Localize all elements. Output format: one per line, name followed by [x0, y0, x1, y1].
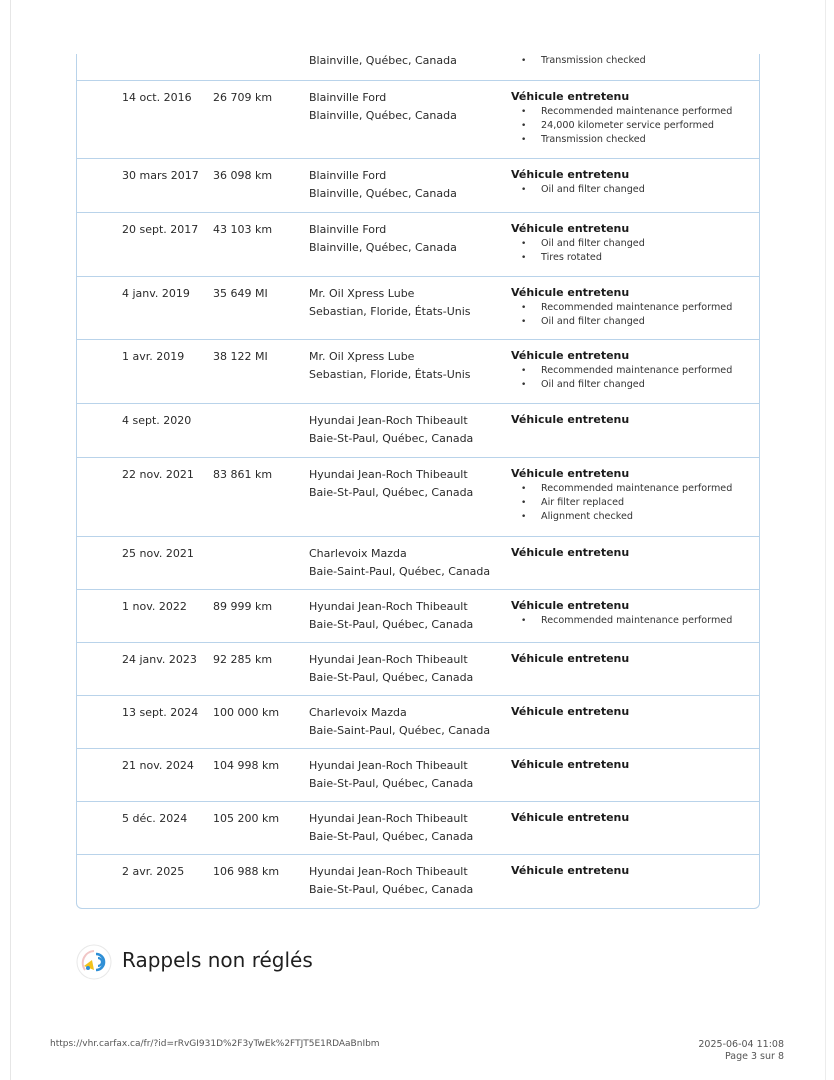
service-location	[309, 757, 499, 792]
service-item: • Oil and filter changed	[511, 183, 751, 197]
location-line: Mr. Oil Xpress Lube	[309, 287, 415, 300]
service-location	[309, 598, 499, 633]
service-title: Véhicule entretenu	[511, 705, 630, 718]
service-item-list	[511, 364, 751, 392]
location-line: Sebastian, Floride, États-Unis	[309, 304, 471, 318]
location-line: Hyundai Jean-Roch Thibeault	[309, 759, 468, 772]
service-title: Véhicule entretenu	[511, 222, 630, 235]
service-date: 1 nov. 2022	[122, 600, 187, 613]
service-details	[511, 348, 751, 392]
location-line: Blainville, Québec, Canada	[309, 186, 457, 200]
location-line: Charlevoix Mazda	[309, 547, 407, 560]
service-details	[511, 545, 751, 560]
service-location	[309, 704, 499, 739]
recall-badge-icon	[76, 944, 112, 980]
odometer-reading: 36 098 km	[213, 169, 273, 182]
service-title: Véhicule entretenu	[511, 546, 630, 559]
table-row	[77, 159, 759, 213]
table-row	[77, 802, 759, 855]
service-date: 14 oct. 2016	[122, 91, 192, 104]
service-item: • Transmission checked	[511, 54, 751, 68]
odometer-reading: 26 709 km	[213, 91, 273, 104]
odometer-reading: 104 998 km	[213, 759, 280, 772]
odometer-reading: 92 285 km	[213, 653, 273, 666]
service-date: 5 déc. 2024	[122, 812, 188, 825]
location-line: Blainville Ford	[309, 91, 387, 104]
service-location	[309, 466, 499, 501]
service-location	[309, 348, 499, 383]
service-details	[511, 704, 751, 719]
service-location	[309, 863, 499, 898]
location-line: Hyundai Jean-Roch Thibeault	[309, 468, 468, 481]
odometer-reading: 35 649 MI	[213, 287, 268, 300]
location-line: Hyundai Jean-Roch Thibeault	[309, 414, 468, 427]
service-title: Véhicule entretenu	[511, 599, 630, 612]
service-details	[511, 863, 751, 878]
location-line: Blainville, Québec, Canada	[309, 108, 457, 122]
odometer-reading: 43 103 km	[213, 223, 273, 236]
location-line: Baie-St-Paul, Québec, Canada	[309, 776, 474, 790]
service-date: 25 nov. 2021	[122, 547, 194, 560]
service-item: • Recommended maintenance performed	[511, 364, 751, 378]
service-details	[511, 810, 751, 825]
table-row	[77, 855, 759, 909]
service-title: Véhicule entretenu	[511, 758, 630, 771]
page-right-edge	[825, 0, 826, 1080]
footer-timestamp: 2025-06-04 11:08	[698, 1039, 784, 1050]
location-line: Baie-St-Paul, Québec, Canada	[309, 431, 474, 445]
location-line: Baie-St-Paul, Québec, Canada	[309, 617, 474, 631]
service-item: • Recommended maintenance performed	[511, 105, 751, 119]
service-item: • Air filter replaced	[511, 496, 751, 510]
service-details	[511, 598, 751, 628]
service-location	[309, 651, 499, 686]
service-item-list	[511, 54, 751, 68]
odometer-reading: 89 999 km	[213, 600, 273, 613]
service-item: • Oil and filter changed	[511, 315, 751, 329]
service-item: • 24,000 kilometer service performed	[511, 119, 751, 133]
odometer-reading: 105 200 km	[213, 812, 280, 825]
location-line: Blainville Ford	[309, 223, 387, 236]
service-date: 2 avr. 2025	[122, 865, 185, 878]
service-date: 20 sept. 2017	[122, 223, 199, 236]
service-location	[309, 412, 499, 447]
location-line: Baie-Saint-Paul, Québec, Canada	[309, 564, 491, 578]
service-date: 4 sept. 2020	[122, 414, 192, 427]
service-item: • Recommended maintenance performed	[511, 482, 751, 496]
service-details	[511, 412, 751, 427]
service-item: • Transmission checked	[511, 133, 751, 147]
table-row	[77, 458, 759, 537]
service-item-list	[511, 183, 751, 197]
service-item: • Recommended maintenance performed	[511, 614, 751, 628]
table-row	[77, 696, 759, 749]
service-item: • Alignment checked	[511, 510, 751, 524]
footer-url: https://vhr.carfax.ca/fr/?id=rRvGI931D%2F3yTwEk%2FTJT5E1RDAaBnIbm	[50, 1039, 380, 1049]
table-row	[77, 590, 759, 643]
service-location	[309, 167, 499, 202]
service-date: 21 nov. 2024	[122, 759, 194, 772]
service-details	[511, 466, 751, 525]
service-date: 22 nov. 2021	[122, 468, 194, 481]
location-line: Baie-St-Paul, Québec, Canada	[309, 485, 474, 499]
service-title: Véhicule entretenu	[511, 286, 630, 299]
table-row	[77, 537, 759, 590]
service-title: Véhicule entretenu	[511, 864, 630, 877]
odometer-reading: 100 000 km	[213, 706, 280, 719]
service-title: Véhicule entretenu	[511, 811, 630, 824]
service-details	[511, 52, 751, 68]
service-location	[309, 810, 499, 845]
service-title: Véhicule entretenu	[511, 467, 630, 480]
service-title: Véhicule entretenu	[511, 413, 630, 426]
service-item: • Tires rotated	[511, 251, 751, 265]
table-row	[77, 749, 759, 802]
odometer-reading: 106 988 km	[213, 865, 280, 878]
service-location	[309, 221, 499, 256]
location-line: Hyundai Jean-Roch Thibeault	[309, 865, 468, 878]
service-date: 4 janv. 2019	[122, 287, 190, 300]
service-item-list	[511, 237, 751, 265]
service-location	[309, 285, 499, 320]
service-details	[511, 285, 751, 329]
recall-section-title: Rappels non réglés	[122, 948, 313, 972]
location-line: Baie-St-Paul, Québec, Canada	[309, 670, 474, 684]
footer-meta	[698, 1039, 784, 1063]
table-row	[77, 404, 759, 458]
service-title: Véhicule entretenu	[511, 652, 630, 665]
table-row	[77, 340, 759, 404]
service-history-table	[76, 54, 760, 909]
service-location	[309, 52, 499, 70]
service-details	[511, 221, 751, 265]
service-item: • Recommended maintenance performed	[511, 301, 751, 315]
service-title: Véhicule entretenu	[511, 349, 630, 362]
service-item-list	[511, 301, 751, 329]
service-date: 30 mars 2017	[122, 169, 199, 182]
service-item-list	[511, 482, 751, 525]
service-location	[309, 89, 499, 124]
service-item-list	[511, 614, 751, 628]
location-line: Charlevoix Mazda	[309, 706, 407, 719]
location-line: Blainville Ford	[309, 169, 387, 182]
location-line: Hyundai Jean-Roch Thibeault	[309, 812, 468, 825]
location-line: Sebastian, Floride, États-Unis	[309, 367, 471, 381]
service-item: • Oil and filter changed	[511, 378, 751, 392]
service-date: 13 sept. 2024	[122, 706, 199, 719]
location-line: Blainville, Québec, Canada	[309, 240, 457, 254]
location-line: Baie-Saint-Paul, Québec, Canada	[309, 723, 491, 737]
table-row	[77, 54, 759, 81]
service-details	[511, 651, 751, 666]
service-details	[511, 89, 751, 148]
service-details	[511, 757, 751, 772]
odometer-reading: 83 861 km	[213, 468, 273, 481]
location-line: Baie-St-Paul, Québec, Canada	[309, 882, 474, 896]
service-item: • Oil and filter changed	[511, 237, 751, 251]
service-title: Véhicule entretenu	[511, 90, 630, 103]
table-row	[77, 81, 759, 159]
location-line: Hyundai Jean-Roch Thibeault	[309, 653, 468, 666]
page-left-edge	[10, 0, 11, 1080]
table-row	[77, 643, 759, 696]
service-date: 24 janv. 2023	[122, 653, 197, 666]
service-details	[511, 167, 751, 197]
service-title: Véhicule entretenu	[511, 168, 630, 181]
table-row	[77, 277, 759, 340]
location-line: Baie-St-Paul, Québec, Canada	[309, 829, 474, 843]
service-date: 1 avr. 2019	[122, 350, 185, 363]
location-line: Hyundai Jean-Roch Thibeault	[309, 600, 468, 613]
service-location	[309, 545, 499, 580]
table-row	[77, 213, 759, 277]
service-item-list	[511, 105, 751, 148]
odometer-reading: 38 122 MI	[213, 350, 268, 363]
location-line: Mr. Oil Xpress Lube	[309, 350, 415, 363]
footer-page-number: Page 3 sur 8	[724, 1051, 784, 1062]
location-line: Blainville, Québec, Canada	[309, 54, 457, 67]
